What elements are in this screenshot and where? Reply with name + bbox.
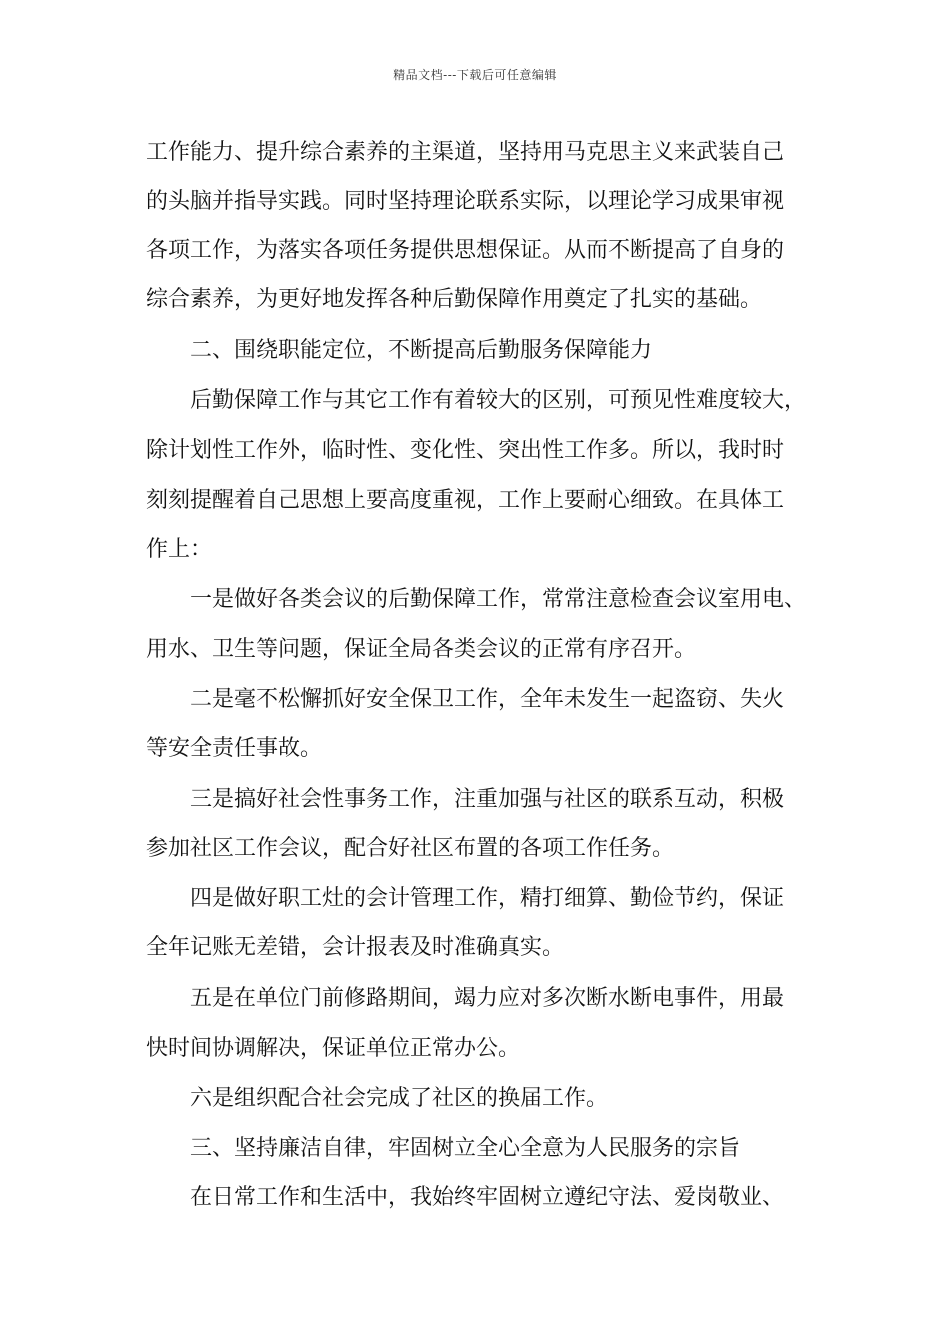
text-line: 各项工作，为落实各项任务提供思想保证。从而不断提高了自身的 [146,238,785,263]
text-line: 在日常工作和生活中，我始终牢固树立遵纪守法、爱岗敬业、 [190,1185,785,1210]
text-line: 综合素养，为更好地发挥各种后勤保障作用奠定了扎实的基础。 [146,287,763,312]
text-line: 工作能力、提升综合素养的主渠道，坚持用马克思主义来武装自己 [146,140,785,165]
text-line: 作上： [146,537,213,562]
text-line: 等安全责任事故。 [146,736,323,761]
text-line: 四是做好职工灶的会计管理工作，精打细算、勤俭节约，保证 [190,886,785,911]
section-heading: 三、坚持廉洁自律，牢固树立全心全意为人民服务的宗旨 [190,1136,741,1161]
text-line: 参加社区工作会议，配合好社区布置的各项工作任务。 [146,836,675,861]
text-line: 五是在单位门前修路期间，竭力应对多次断水断电事件，用最 [190,986,785,1011]
text-line: 全年记账无差错，会计报表及时准确真实。 [146,935,565,960]
text-line: 后勤保障工作与其它工作有着较大的区别，可预见性难度较大， [190,388,807,413]
text-line: 二是毫不松懈抓好安全保卫工作，全年未发生一起盗窃、失火 [190,687,785,712]
text-line: 的头脑并指导实践。同时坚持理论联系实际，以理论学习成果审视 [146,189,785,214]
text-line: 六是组织配合社会完成了社区的换届工作。 [190,1086,609,1111]
text-line: 刻刻提醒着自己思想上要高度重视，工作上要耐心细致。在具体工 [146,488,785,513]
text-line: 除计划性工作外，临时性、变化性、突出性工作多。所以，我时时 [146,438,785,463]
section-heading: 二、围绕职能定位，不断提高后勤服务保障能力 [190,338,653,363]
page-header: 精品文档---下载后可任意编辑 [393,68,557,82]
text-line: 用水、卫生等问题，保证全局各类会议的正常有序召开。 [146,637,697,662]
text-line: 三是搞好社会性事务工作，注重加强与社区的联系互动，积极 [190,787,785,812]
text-line: 快时间协调解决，保证单位正常办公。 [146,1036,521,1061]
text-line: 一是做好各类会议的后勤保障工作，常常注意检查会议室用电、 [190,587,807,612]
